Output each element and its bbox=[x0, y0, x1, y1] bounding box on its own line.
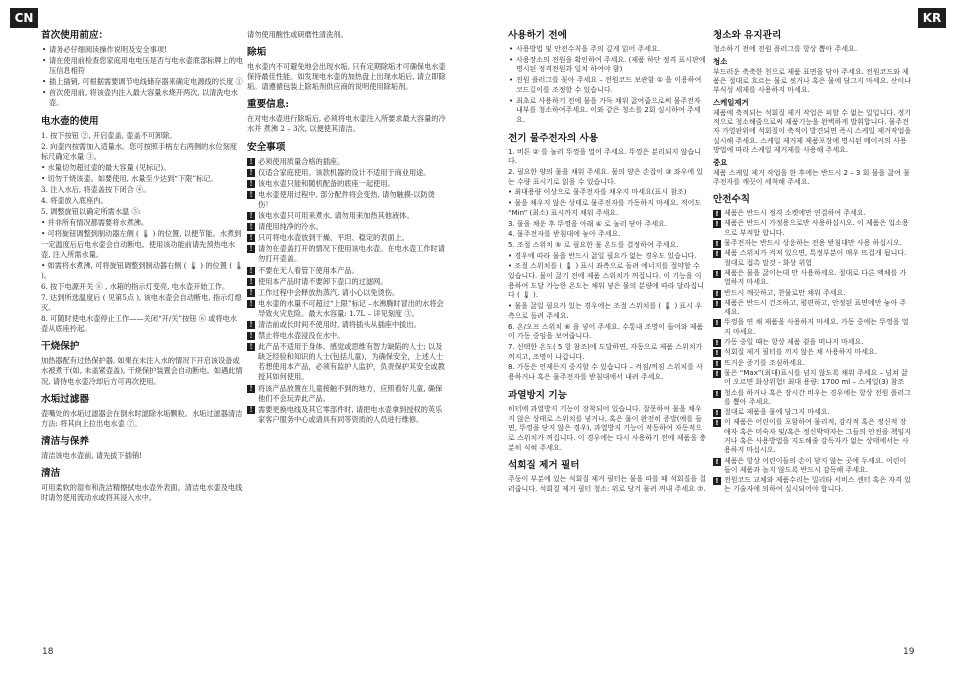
warning-icon: ! bbox=[713, 220, 721, 228]
paragraph-important-kr: 제품 스케일 제거 작업을 한 후에는 반드시 2 – 3 회 물을 끓여 물주전자를 깨끗이 세척해 주세요. bbox=[713, 168, 910, 186]
section-title-before-use: 사용하기 전에 bbox=[508, 30, 567, 41]
warning-item: ! 물주전자는 반드시 상응하는 전용 받침대만 사용 하십시오. bbox=[713, 239, 913, 248]
subheading-descaling: 스케일제거 bbox=[713, 98, 749, 108]
column-kr-left bbox=[508, 30, 708, 496]
subheading-cleaning: 청소 bbox=[713, 57, 728, 67]
list-item: 7. 선택한 온도( 5 항 참조)에 도달하면, 자동으로 제품 스위치가 꺼지고, 조명이 나갑니다. bbox=[508, 342, 703, 361]
warning-item: ! 이 제품은 어린이를 포함하여 물리적, 감각적 혹은 정신적 장애자 혹은 미숙자 및/혹은 정신박약자는 그들의 안전을 책임지거나 혹은 사용방법을 지도해줄 감독자가 없는 상태에서는 사용하지 마십시오. bbox=[713, 418, 913, 455]
warning-icon: ! bbox=[247, 289, 255, 297]
page-number-left: 18 bbox=[42, 647, 54, 657]
warning-item: ! 제품은 반드시 정격 소켓에만 연결하여 주세요. bbox=[713, 209, 913, 218]
list-item: 4. 将壶放入底座内。 bbox=[41, 196, 108, 206]
warning-item: ! 该电水壶只可用来煮水, 请勿用来加热其他液体。 bbox=[247, 211, 447, 221]
section-title-cleaning: 清洁 bbox=[41, 467, 61, 479]
section-title-descaling: 除垢 bbox=[247, 47, 267, 59]
warning-icon: ! bbox=[247, 300, 255, 308]
warning-item: ! 석회질 제거 필터를 끼지 않은 채 사용하지 마세요. bbox=[713, 348, 913, 357]
warning-item: ! 물은 “Max”(최대)표시를 넘지 않도록 채워 주세요 – 넘쳐 끓어 오르면 화상위험! 최대 용량: 1700 ml – 스케일(3) 참조 bbox=[713, 369, 913, 388]
list-item: • 경우에 따라 물을 반드시 끓일 필요가 없는 경우도 있습니다. bbox=[508, 251, 697, 260]
warning-icon: ! bbox=[247, 406, 255, 414]
warning-icon: ! bbox=[247, 385, 255, 393]
warning-item: ! 需要更换电线及其它零部件时, 请把电水壶拿到授权的英乐家客户服务中心或请具有同等资质的人员进行维修。 bbox=[247, 405, 447, 425]
warning-item: ! 必须使用质量合格的插座。 bbox=[247, 157, 447, 167]
warning-icon: ! bbox=[713, 390, 721, 398]
warning-icon: ! bbox=[247, 234, 255, 242]
warning-icon: ! bbox=[247, 223, 255, 231]
list-item: • 전원 플러그를 꽂아 주세요 – 전원코드 보관함 ① 을 이용하여 코드길이를 조정할 수 있습니다. bbox=[508, 76, 708, 95]
section-title-safety: 安全事项 bbox=[247, 141, 286, 153]
list-item: 3. 注入水后, 将壶盖按下闭合 ④。 bbox=[41, 185, 151, 195]
warning-item: ! 仅适合家庭使用。该款机器的设计不适用于商业用途。 bbox=[247, 168, 447, 178]
warning-icon: ! bbox=[713, 339, 721, 347]
warning-icon: ! bbox=[713, 240, 721, 248]
warning-icon: ! bbox=[247, 169, 255, 177]
warning-icon: ! bbox=[713, 370, 721, 378]
warning-item: ! 使用本产品时请不要卸下壶口的过滤网。 bbox=[247, 277, 447, 287]
warning-item: ! 请使用纯净的冷水。 bbox=[247, 222, 447, 232]
paragraph-scale-filter: 壶嘴处的水垢过滤器会在倒水时滤除水垢颗粒。水垢过滤器清洁方法: 将其向上拉出电水壶 ⑦。 bbox=[41, 408, 243, 428]
subheading-important: 중요 bbox=[713, 158, 728, 168]
list-item: 2. 필요한 양의 물을 채워 주세요. 물의 양은 손잡이 ③ 좌우에 있는 수량 표시기로 읽을 수 있습니다. bbox=[508, 168, 704, 186]
paragraph-descaling: 电水壶内不可避免地会出现水垢, 只有定期除垢才可确保电水壶保持最佳性能。如发现电水壶的加热盘上出现水垢后, 请立即除垢。请遵循包装上除垢剂供应商的说明使用除垢剂。 bbox=[247, 62, 446, 92]
section-title-overheat-protection: 과열방지 기능 bbox=[508, 389, 567, 401]
warning-icon: ! bbox=[247, 321, 255, 329]
warning-item: ! 请勿在壶盖打开的情况下使用该电水壶。在电水壶工作时请勿打开壶盖。 bbox=[247, 244, 447, 264]
list-item: • 최대용량 이상으로 물주전자를 채우지 마세요(표시 참조) bbox=[508, 188, 687, 197]
list-item: • 水量切勿超过壶的最大容量 (见标记)。 bbox=[41, 162, 171, 172]
warning-item: ! 뚜껑을 연 채 제품을 사용하지 마세요. 가동 중에는 뚜껑을 열지 마세요. bbox=[713, 318, 913, 337]
warning-item: ! 절대로 제품을 물에 담그지 마세요. bbox=[713, 408, 913, 417]
list-item: • 切勿干烧该壶。如要使用, 水量至少达到“下限”标记。 bbox=[41, 173, 218, 183]
list-item: • 최초로 사용하기 전에 물을 가득 채워 끓여줍으로써 물주전자 내부를 청소하여주세요. 이와 같은 청소를 2회 실시하여 주세요. bbox=[508, 97, 708, 126]
warning-icon: ! bbox=[247, 343, 255, 351]
language-tab-kr: KR bbox=[918, 8, 946, 28]
list-item: • 조절 스위치를 ( 🌡 ) 표시 좌측으로 돌려 에너지를 절약할 수 있습니다. 물이 끓기 전에 제품 스위치가 꺼집니다. 이 기능을 이용하여 도달 가능한 온도는 채워 넣은 물의 분량에 따라 달라집니다 ( 🌡 ). bbox=[508, 262, 704, 300]
warning-icon: ! bbox=[713, 349, 721, 357]
warning-icon: ! bbox=[713, 270, 721, 278]
list-before-first-use bbox=[41, 45, 244, 109]
paragraph-no-acid-cleaner: 请勿使用酸性或研磨性清洗剂。 bbox=[247, 30, 348, 39]
warning-icon: ! bbox=[247, 332, 255, 340]
warning-item: ! 清洁前或长时间不使用时, 请将插头从插座中拔出。 bbox=[247, 320, 447, 330]
safety-warning-list-kr bbox=[713, 209, 913, 495]
paragraph-unplug-before-cleaning: 청소하기 전에 전원 플러그를 항상 뽑아 주세요. bbox=[713, 45, 858, 53]
paragraph-cleaning: 可用柔软的湿布和洗洁精擦拭电水壶外表面。清洁电水壶及电线时请勿使用流动水或将其浸入水中。 bbox=[41, 482, 243, 502]
list-item: • 可将旋钮调整到制动器左侧 ( 🌡 ) 的位置, 以便节能。水煮到一定温度后后电水壶会自动断电。使用该功能前请先预热电水壶, 注入所需水量。 bbox=[41, 229, 242, 259]
warning-item: ! 电水壶使用过程中, 部分配件将会变热, 请勿触摸-以防烫伤！ bbox=[247, 190, 447, 210]
list-item: 2. 向壶内按需加入适量水。您可按照手柄左右两侧的水位刻度标尺确定水量 ③。 bbox=[41, 141, 238, 161]
warning-icon: ! bbox=[713, 300, 721, 308]
section-title-scale-filter-kr: 석회질 제거 필터 bbox=[508, 460, 580, 472]
list-item: • 请务必仔细阅读操作说明及安全事项! bbox=[41, 45, 244, 55]
warning-icon: ! bbox=[247, 180, 255, 188]
list-item: 1. 버튼 ② 를 눌러 뚜껑을 열어 주세요. 뚜껑은 분리되지 않습니다. bbox=[508, 147, 701, 166]
warning-icon: ! bbox=[713, 409, 721, 417]
list-kettle-use-kr bbox=[508, 148, 708, 383]
warning-item: ! 不要在无人看管下使用本产品。 bbox=[247, 266, 447, 276]
section-title-important: 重要信息: bbox=[247, 99, 289, 111]
paragraph-descaling-kr: 제품에 축적되는 석회질 제거 작업은 피할 수 없는 일입니다. 정기적으로 청소해줌으로써 제품기능을 완벽하게 발휘합니다. 물주전자 가열판위에 석회질이 축적이 발견되면 즉시 스케일 제거작업을 실시해 주세요. 스케일 제거제 제품포장에 명시된 메이커의 사용방법에 따라 스케일 제거제를 사용해 주세요. bbox=[713, 108, 912, 154]
warning-item: ! 工作过程中会释放热蒸汽, 请小心以免烫伤。 bbox=[247, 288, 447, 298]
paragraph-scale-filter-kr: 주둥이 부분에 있는 석회질 제거 필터는 물을 따를 때 석회질을 걸러줍니다. 석회질 제거 필터 청소: 위로 당겨 물려 꺼내 주세요 ⑦. bbox=[508, 475, 707, 494]
list-item: 6. 온/오프 스위치 ⑥ 을 넣어 주세요. 수통내 조명이 들어와 제품이 가동 중임을 보여줍니다. bbox=[508, 322, 704, 341]
list-item: • 首次使用前, 将该壶内注入最大容量水烧开两次, 以清洗电水壶。 bbox=[41, 88, 244, 108]
paragraph-cleaning-kr: 부드러운 축축한 천으로 제품 표면을 닦아 주세요. 전원코드와 제품은 절대로 흐르는 물로 씻거나 혹은 물에 담그지 마세요. 산이나 부식성 세제를 사용하지 마세요. bbox=[713, 67, 912, 95]
section-title-cleaning-care: 清洁与保养 bbox=[41, 435, 89, 447]
paragraph-dry-boil-protection: 加热器配有过热保护器, 如果在未注入水的情况下开启该设备或水被煮干(如, 未盖紧壶盖), 干烧保护装置会自动断电。如遇此情况, 请待电水壶冷却后方可再次使用。 bbox=[41, 356, 243, 386]
column-kr-right bbox=[713, 30, 913, 496]
warning-icon: ! bbox=[713, 319, 721, 327]
warning-item: ! 此产品不适用于身体、感觉或思维有智力缺陷的人士; 以及缺乏经验和知识的人士(包括儿童)，为确保安全，上述人士若想使用本产品，必须有监护人监护，负责保护其安全或教授其如何使用。 bbox=[247, 342, 447, 382]
warning-item: ! 제품은 반드시 가정용으로만 사용하십시오. 이 제품은 업소용으로 부적합 합니다. bbox=[713, 219, 913, 238]
section-title-safety-kr: 안전수칙 bbox=[713, 194, 751, 206]
list-kettle-use bbox=[41, 131, 244, 335]
warning-icon: ! bbox=[713, 290, 721, 298]
warning-icon: ! bbox=[247, 278, 255, 286]
warning-icon: ! bbox=[713, 477, 721, 485]
list-item: • 并非所有情况都需要将水煮沸。 bbox=[41, 218, 149, 228]
section-title-cleaning-maintenance: 청소와 유지관리 bbox=[713, 30, 782, 41]
paragraph-overheat-protection: 히터에 과열방지 기능이 장착되어 있습니다. 잘못하여 물을 채우지 않은 상태로 스위치를 넣거나, 혹은 물이 완전히 증발(예를 들면, 뚜껑을 닫지 않은 경우), 과열방지 기능이 작동하여 자동적으로 스위치가 꺼집니다. 이 경우에는 다시 사용하기 전에 제품을 충분히 식혀 주세요. bbox=[508, 404, 707, 452]
warning-item: ! 该电水壶只能和随机配备的底座一起使用。 bbox=[247, 179, 447, 189]
column-cn-left bbox=[41, 30, 244, 504]
warning-icon: ! bbox=[247, 245, 255, 253]
warning-icon: ! bbox=[247, 212, 255, 220]
warning-item: ! 제품은 항상 어린이들의 손이 닿지 않는 곳에 두세요. 어린이들이 제품과 놀지 않도록 반드시 감독해 주세요. bbox=[713, 457, 913, 476]
list-item: 6. 按下电源开关 ⑥ , 水箱的指示灯变亮, 电水壶开始工作。 bbox=[41, 281, 230, 291]
paragraph-important: 在对电水壶进行除垢后, 必须将电水壶注入所要求最大容量的冷水并 煮沸 2 – 3次, 以便使其清洁。 bbox=[247, 114, 446, 134]
section-title-kettle-use: 电水壶的使用 bbox=[41, 115, 99, 127]
list-item: • 사용장소의 전원을 확인하여 주세요. (제품 하단 정격 표시판에 명시된 정격전원과 일치 하여야 함) bbox=[508, 56, 708, 75]
warning-icon: ! bbox=[247, 191, 255, 199]
warning-item: ! 제품 스위치가 켜져 있으면, 특정부분이 매우 뜨겁게 됩니다. 절대로 접촉 말것 - 화상 위험 bbox=[713, 249, 913, 268]
warning-item: ! 제품은 물을 끓이는데 만 사용하세요. 절대로 다른 액체를 가열하지 마세요. bbox=[713, 269, 913, 288]
warning-item: ! 전원코드 교체와 제품수리는 밀리타 서비스 센터 혹은 자격 있는 기술자에 의하여 실시되어야 합니다. bbox=[713, 476, 913, 495]
safety-warning-list bbox=[247, 157, 447, 425]
warning-icon: ! bbox=[713, 210, 721, 218]
warning-item: ! 将该产品放置在儿童接触不到的地方，应照看好儿童, 确保他们不会玩弄此产品。 bbox=[247, 384, 447, 404]
warning-item: ! 只可将电水壶放到干燥、平坦、稳定的表面上。 bbox=[247, 233, 447, 243]
list-item: 7. 达到所选温度后 ( 见第5点 ), 该电水壶会自动断电, 指示灯熄灭。 bbox=[41, 292, 242, 313]
list-item: 4. 물주전자를 받침대에 놓아 주세요. bbox=[508, 230, 621, 239]
paragraph-cleaning-care: 清洁该电水壶前, 请先拔下插销! bbox=[41, 450, 142, 460]
list-item: • 사용방법 및 안전수칙을 주의 깊게 읽어 주세요. bbox=[508, 45, 708, 55]
list-item: 8. 가동은 언제든지 중지할 수 있습니다 – 켜짐/꺼짐 스위치를 사용하거나 혹은 물주전자를 받침대에서 내려 주세요. bbox=[508, 363, 703, 382]
warning-item: ! 뜨거운 증기를 조심하세요. bbox=[713, 359, 913, 368]
warning-icon: ! bbox=[713, 419, 721, 427]
list-item: • 물을 채우지 않은 상태로 물주전자를 가동하지 마세요. 적어도 “Min” (최소) 표시까지 채워 주세요. bbox=[508, 199, 702, 217]
section-title-kettle-use-kr: 전기 물주전자의 사용 bbox=[508, 132, 599, 144]
list-item: 5. 조절 스위치 ⑤ 로 필요한 물 온도를 결정하여 주세요. bbox=[508, 240, 679, 249]
warning-item: ! 电水壶的水量不可超过“上限”标记 –水沸腾时冒出的水将会导致火灾危险。最大水容量: 1.7L – 详见刻度 ③。 bbox=[247, 299, 447, 319]
page-number-right: 19 bbox=[903, 647, 915, 657]
list-item: 1. 按下按钮 ②, 开启壶盖, 壶盖不可卸除。 bbox=[41, 130, 177, 140]
warning-icon: ! bbox=[713, 360, 721, 368]
language-tab-cn: CN bbox=[10, 8, 38, 28]
warning-item: ! 가동 중일 때는 항상 제품 곁을 떠나지 마세요. bbox=[713, 338, 913, 347]
list-item: 5. 调整旋钮以确定所需水温 ⑤: bbox=[41, 207, 142, 217]
list-item: • 如需将水煮沸, 可将旋钮调整到制动器右侧 ( 🌡 ) 的位置 ( 🌡 )。 bbox=[41, 260, 244, 280]
warning-item: ! 제품은 반드시 건조하고, 평편하고, 안정된 표면에만 놓아 주세요. bbox=[713, 299, 913, 318]
warning-item: ! 청소를 하거나 혹은 장시간 비우는 경우에는 항상 전원 플러그를 뽑아 주세요. bbox=[713, 389, 913, 408]
warning-item: ! 禁止将电水壶浸没在水中。 bbox=[247, 331, 447, 341]
warning-icon: ! bbox=[713, 458, 721, 466]
list-item: • 插上插销, 可根据需要调节电线储存器来确定电源线的长度 ① bbox=[41, 77, 244, 87]
warning-icon: ! bbox=[247, 158, 255, 166]
warning-item: ! 반드시 깨끗하고, 찬물로만 채워 주세요. bbox=[713, 289, 913, 298]
warning-icon: ! bbox=[713, 250, 721, 258]
warning-icon: ! bbox=[247, 267, 255, 275]
list-item: • 물을 끓일 필요가 있는 경우에는 조절 스위치를 ( 🌡 ) 표시 우측으로 돌려 주세요. bbox=[508, 302, 702, 320]
list-item: 3. 물을 채운 후 뚜껑을 아래 ④ 로 눌러 닫아 주세요. bbox=[508, 219, 668, 228]
list-item: 8. 可随时使电水壶停止工作——关闭“开/关”按钮 ⑥ 或将电水壶从底座拎起。 bbox=[41, 314, 237, 334]
section-title-before-first-use: 首次使用前应： bbox=[41, 30, 109, 41]
list-before-use bbox=[508, 45, 708, 126]
column-cn-right bbox=[247, 30, 447, 426]
section-title-scale-filter: 水垢过滤器 bbox=[41, 393, 89, 405]
section-title-dry-boil-protection: 干烧保护 bbox=[41, 341, 80, 353]
list-item: • 请在使用前检查您家庭用电电压是否与电水壶底部标牌上的电压信息相符 bbox=[41, 56, 244, 76]
